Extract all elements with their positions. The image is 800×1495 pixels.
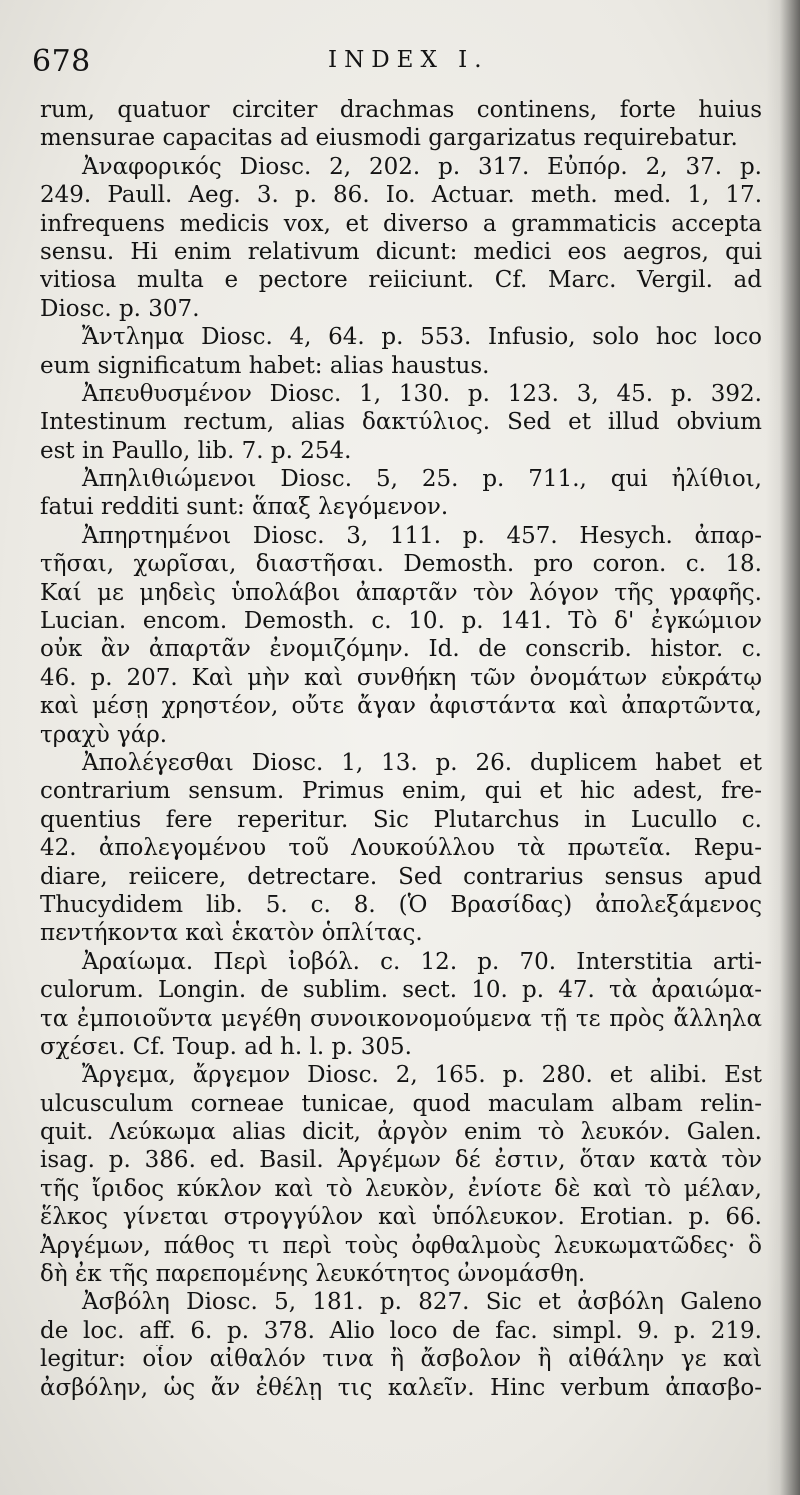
text-line: isag. p. 386. ed. Basil. Ἀργέμων δέ ἐστιν, ὅταν κατὰ τὸν xyxy=(40,1147,762,1174)
text-line: τραχὺ γάρ. xyxy=(40,721,168,748)
text-line: diare, reiicere, detrectare. Sed contrarius sensus apud xyxy=(40,863,762,890)
text-line: infrequens medicis vox, et diverso a grammaticis accepta xyxy=(40,210,762,237)
page-header xyxy=(28,44,770,94)
text-line: Intestinum rectum, alias δακτύλιος. Sed et illud obvium xyxy=(40,409,762,436)
text-line: τῆς ἴριδος κύκλον καὶ τὸ λευκὸν, ἐνίοτε δὲ καὶ τὸ μέλαν, xyxy=(40,1175,762,1202)
text-line: de loc. aff. 6. p. 378. Alio loco de fac. simpl. 9. p. 219. xyxy=(40,1317,762,1344)
text-line: Diosc. p. 307. xyxy=(40,295,200,322)
text-line: 249. Paull. Aeg. 3. p. 86. Io. Actuar. meth. med. 1, 17. xyxy=(40,182,762,209)
text-line: Ἀναφορικός Diosc. 2, 202. p. 317. Εὐπόρ. 2, 37. p. xyxy=(82,153,762,180)
text-line: vitiosa multa e pectore reiiciunt. Cf. Marc. Vergil. ad xyxy=(40,267,762,294)
text-line: contrarium sensum. Primus enim, qui et hic adest, fre- xyxy=(40,778,762,805)
text-line: Ἀπηλιθιώμενοι Diosc. 5, 25. p. 711., qui ἠλίθιοι, xyxy=(82,466,762,493)
text-line: Ἄργεμα, ἄργεμον Diosc. 2, 165. p. 280. et alibi. Est xyxy=(82,1062,762,1089)
text-line: 42. ἀπολεγομένου τοῦ Λουκούλλου τὰ πρωτεῖα. Repu- xyxy=(40,835,762,862)
text-line: 46. p. 207. Καὶ μὴν καὶ συνθήκη τῶν ὀνομάτων εὐκράτῳ xyxy=(40,664,762,691)
text-line: δὴ ἐκ τῆς παρεπομένης λευκότητος ὠνομάσθη. xyxy=(40,1261,586,1288)
page-number: 678 xyxy=(32,44,91,79)
text-line: culorum. Longin. de sublim. sect. 10. p. 47. τὰ ἀραιώμα- xyxy=(40,977,762,1004)
text-line: τῆσαι, χωρῖσαι, διαστῆσαι. Demosth. pro coron. c. 18. xyxy=(40,551,762,578)
text-line: est in Paullo, lib. 7. p. 254. xyxy=(40,437,352,464)
text-line: quit. Λεύκωμα alias dicit, ἀργὸν enim τὸ λευκόν. Galen. xyxy=(40,1119,762,1146)
text-line: mensurae capacitas ad eiusmodi gargarizatus requirebatur. xyxy=(40,125,738,152)
text-line: ἕλκος γίνεται στρογγύλον καὶ ὑπόλευκον. Erotian. p. 66. xyxy=(40,1204,762,1231)
text-line: Thucydidem lib. 5. c. 8. (Ὁ Βρασίδας) ἀπολεξάμενος xyxy=(40,891,762,918)
text-line: Ἀργέμων, πάθος τι περὶ τοὺς ὀφθαλμοὺς λευκωματῶδες· ὃ xyxy=(40,1232,762,1259)
index-text-body xyxy=(40,96,762,1402)
text-line: Lucian. encom. Demosth. c. 10. p. 141. Τὸ δ' ἐγκώμιον xyxy=(40,608,762,635)
text-line: rum, quatuor circiter drachmas continens, forte huius xyxy=(40,97,762,123)
text-line: καὶ μέσῃ χρηστέον, οὔτε ἄγαν ἀφιστάντα καὶ ἀπαρτῶντα, xyxy=(40,693,762,720)
text-line: eum significatum habet: alias haustus. xyxy=(40,352,490,379)
text-line: fatui redditi sunt: ἅπαξ λεγόμενον. xyxy=(40,494,449,521)
text-line: Ἀσβόλη Diosc. 5, 181. p. 827. Sic et ἀσβόλη Galeno xyxy=(82,1289,762,1316)
text-line: σχέσει. Cf. Toup. ad h. l. p. 305. xyxy=(40,1033,412,1060)
text-line: Ἄντλημα Diosc. 4, 64. p. 553. Infusio, solo hoc loco xyxy=(82,324,762,351)
text-line: Ἀπευθυσμένον Diosc. 1, 130. p. 123. 3, 45. p. 392. xyxy=(82,380,762,407)
text-line: legitur: οἷον αἰθαλόν τινα ἢ ἄσβολον ἢ αἰθάλην γε καὶ xyxy=(40,1346,762,1373)
text-line: πεντήκοντα καὶ ἑκατὸν ὁπλίτας. xyxy=(40,920,423,947)
text-line: sensu. Hi enim relativum dicunt: medici eos aegros, qui xyxy=(40,238,762,265)
text-line: ἀσβόλην, ὡς ἄν ἐθέλῃ τις καλεῖν. Hinc verbum ἀπασβο- xyxy=(40,1374,762,1401)
page-edge-shadow xyxy=(766,0,800,1495)
text-line: quentius fere reperitur. Sic Plutarchus in Lucullo c. xyxy=(40,806,762,833)
text-line: Ἀραίωμα. Περὶ ἰοβόλ. c. 12. p. 70. Interstitia arti- xyxy=(82,948,762,975)
text-line: Ἀπολέγεσθαι Diosc. 1, 13. p. 26. duplicem habet et xyxy=(82,749,762,776)
text-line: τα ἐμποιοῦντα μεγέθη συνοικονομούμενα τῇ τε πρὸς ἄλληλα xyxy=(40,1005,762,1032)
text-line: Καί με μηδεὶς ὑπολάβοι ἀπαρτᾶν τὸν λόγον τῆς γραφῆς. xyxy=(40,579,762,606)
running-head: INDEX I. xyxy=(328,47,489,73)
text-line: οὐκ ἂν ἀπαρτᾶν ἐνομιζόμην. Id. de conscrib. histor. c. xyxy=(40,636,762,663)
text-line: Ἀπηρτημένοι Diosc. 3, 111. p. 457. Hesych. ἀπαρ- xyxy=(82,522,762,549)
text-line: ulcusculum corneae tunicae, quod maculam albam relin- xyxy=(40,1090,762,1117)
